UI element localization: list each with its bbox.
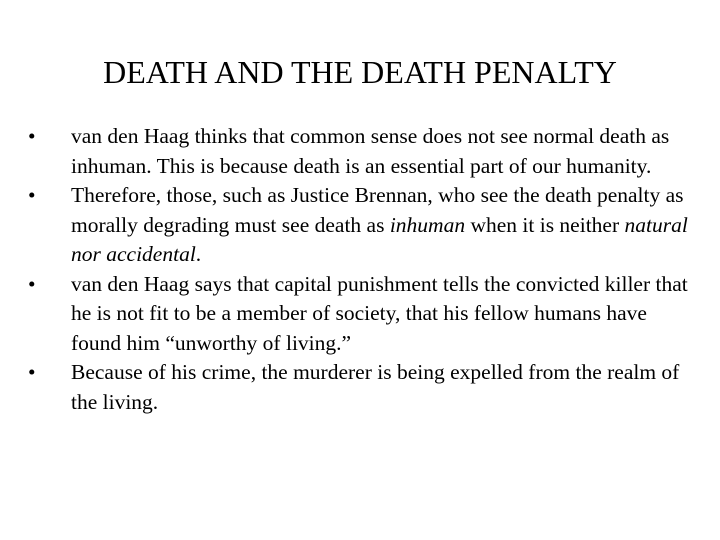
bullet-item — [28, 181, 698, 270]
bullet-item — [28, 270, 698, 359]
bullet-symbol: • — [28, 271, 36, 296]
bullet-text-segment: van den Haag says that capital punishment tells the convicted killer that he is not fit to be a member of society, that his fellow humans have found him “unworthy of living.” — [71, 271, 688, 355]
bullet-item — [28, 122, 698, 181]
bullet-symbol: • — [28, 183, 36, 207]
bullet-text-italic-segment: inhuman — [389, 212, 466, 237]
bullet-text — [71, 124, 669, 178]
bullet-text-segment: Therefore, those, such as Justice Brennan, who see the death penalty as morally degrading must see death as — [71, 183, 684, 237]
bullet-text — [71, 272, 688, 355]
bullet-text — [71, 360, 679, 414]
bullet-text-segment: Because of his crime, the murderer is being expelled from the realm of the living. — [71, 360, 680, 414]
bullet-text-italic-segment: natural nor accidental — [71, 212, 688, 266]
bullet-symbol: • — [28, 124, 36, 148]
bullet-text-segment: . — [195, 242, 202, 266]
bullet-symbol: • — [28, 360, 36, 384]
bullet-item — [28, 358, 698, 417]
bullet-text-segment: when it is neither — [465, 212, 625, 237]
bullet-text — [71, 183, 688, 266]
slide-title: DEATH AND THE DEATH PENALTY — [103, 54, 617, 90]
bullet-list — [28, 122, 698, 417]
bullet-text-segment: van den Haag thinks that common sense does not see normal death as inhuman. This is because death is an essential part of our humanity. — [71, 124, 670, 178]
